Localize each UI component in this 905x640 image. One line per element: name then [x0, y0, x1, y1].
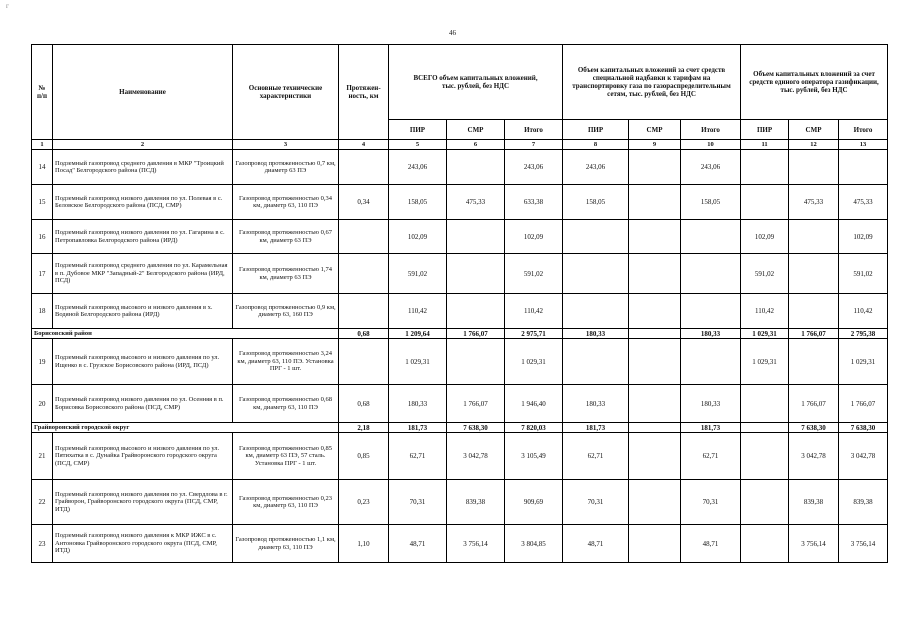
object-name: Подземный газопровод низкого давления к МКР ИЖС в с. Антоновка Грайворонского городского округа (ПСД, СМР, ИТД): [53, 525, 233, 563]
value-cell: 48,71: [681, 525, 741, 563]
value-cell: 48,71: [563, 525, 629, 563]
value-cell: [563, 294, 629, 329]
value-cell: [789, 339, 839, 385]
value-cell: [741, 423, 789, 433]
value-cell: 243,06: [505, 150, 563, 185]
column-index: 2: [53, 140, 233, 150]
row-number: 19: [32, 339, 53, 385]
column-index: 6: [447, 140, 505, 150]
value-cell: [629, 339, 681, 385]
value-cell: [629, 385, 681, 423]
value-cell: [789, 150, 839, 185]
value-cell: [629, 329, 681, 339]
object-name: Подземный газопровод высокого и низкого давления по ул. Ищенко в с. Грузское Борисовского района (ИРД, ПСД): [53, 339, 233, 385]
header-operator-group: Объем капитальных вложений за счет средств единого оператора газификации, тыс. рублей, без НДС: [741, 45, 888, 120]
value-cell: 3 756,14: [447, 525, 505, 563]
length-cell: [339, 150, 389, 185]
value-cell: [563, 254, 629, 294]
section-title: Борисовский район: [32, 329, 339, 339]
value-cell: [629, 433, 681, 480]
column-index: 8: [563, 140, 629, 150]
value-cell: 110,42: [839, 294, 888, 329]
value-cell: 180,33: [681, 329, 741, 339]
column-index: 1: [32, 140, 53, 150]
value-cell: 3 042,78: [447, 433, 505, 480]
value-cell: 7 820,03: [505, 423, 563, 433]
value-cell: [681, 254, 741, 294]
value-cell: 2 975,71: [505, 329, 563, 339]
value-cell: 70,31: [563, 480, 629, 525]
value-cell: [629, 294, 681, 329]
value-cell: [741, 150, 789, 185]
value-cell: 243,06: [681, 150, 741, 185]
value-cell: [741, 433, 789, 480]
technical-characteristics: Газопровод протяженностью 0,68 км, диаметр 63, 110 ПЭ: [233, 385, 339, 423]
value-cell: 62,71: [681, 433, 741, 480]
row-number: 16: [32, 220, 53, 254]
value-cell: [563, 220, 629, 254]
value-cell: [789, 220, 839, 254]
value-cell: 3 105,49: [505, 433, 563, 480]
table-row: [32, 480, 888, 525]
value-cell: 591,02: [505, 254, 563, 294]
value-cell: 102,09: [839, 220, 888, 254]
value-cell: 158,05: [389, 185, 447, 220]
technical-characteristics: Газопровод протяженностью 1,1 км, диаметр 63, 110 ПЭ: [233, 525, 339, 563]
value-cell: 62,71: [563, 433, 629, 480]
value-cell: 243,06: [563, 150, 629, 185]
value-cell: 1 946,40: [505, 385, 563, 423]
value-cell: 3 756,14: [789, 525, 839, 563]
section-row: [32, 423, 888, 433]
table-row: [32, 294, 888, 329]
table-row: [32, 525, 888, 563]
length-cell: 1,10: [339, 525, 389, 563]
table-row: [32, 220, 888, 254]
value-cell: 102,09: [389, 220, 447, 254]
technical-characteristics: Газопровод протяженностью 0,67 км, диаметр 63 ПЭ: [233, 220, 339, 254]
value-cell: 591,02: [839, 254, 888, 294]
column-index: 7: [505, 140, 563, 150]
object-name: Подземный газопровод низкого давления по ул. Полевая в с. Беловское Белгородского района (ПСД, СМР): [53, 185, 233, 220]
table-row: [32, 339, 888, 385]
table-row: [32, 385, 888, 423]
row-number: 22: [32, 480, 53, 525]
header-pir: ПИР: [389, 120, 447, 140]
value-cell: [681, 294, 741, 329]
header-smr: СМР: [789, 120, 839, 140]
value-cell: 181,73: [389, 423, 447, 433]
value-cell: [839, 150, 888, 185]
value-cell: 2 795,38: [839, 329, 888, 339]
row-number: 23: [32, 525, 53, 563]
value-cell: 3 804,85: [505, 525, 563, 563]
value-cell: [681, 220, 741, 254]
value-cell: [629, 480, 681, 525]
value-cell: [447, 220, 505, 254]
column-index: 10: [681, 140, 741, 150]
table-row: [32, 433, 888, 480]
section-row: [32, 329, 888, 339]
value-cell: [789, 254, 839, 294]
value-cell: 3 756,14: [839, 525, 888, 563]
technical-characteristics: Газопровод протяженностью 0,9 км, диаметр 63, 160 ПЭ: [233, 294, 339, 329]
value-cell: [741, 385, 789, 423]
row-number: 14: [32, 150, 53, 185]
length-cell: 0,85: [339, 433, 389, 480]
value-cell: 909,69: [505, 480, 563, 525]
value-cell: 1 029,31: [839, 339, 888, 385]
value-cell: 1 029,31: [505, 339, 563, 385]
header-length: Протяжен-ность, км: [339, 45, 389, 140]
value-cell: 180,33: [681, 385, 741, 423]
technical-characteristics: Газопровод протяженностью 0,7 км, диаметр 63 ПЭ: [233, 150, 339, 185]
table-row: [32, 254, 888, 294]
technical-characteristics: Газопровод протяженностью 3,24 км, диаметр 63, 110 ПЭ. Установка ПРГ - 1 шт.: [233, 339, 339, 385]
row-number: 20: [32, 385, 53, 423]
corner-mark: г: [6, 2, 9, 10]
value-cell: [629, 254, 681, 294]
value-cell: [629, 423, 681, 433]
value-cell: [447, 150, 505, 185]
length-cell: [339, 254, 389, 294]
header-characteristics: Основные технические характеристики: [233, 45, 339, 140]
value-cell: [629, 185, 681, 220]
value-cell: 1 766,07: [839, 385, 888, 423]
value-cell: 475,33: [789, 185, 839, 220]
object-name: Подземный газопровод высокого и низкого давления в х. Водяной Белгородского района (ИРД): [53, 294, 233, 329]
row-number: 17: [32, 254, 53, 294]
value-cell: [741, 480, 789, 525]
column-index: 9: [629, 140, 681, 150]
value-cell: [447, 339, 505, 385]
header-pir: ПИР: [563, 120, 629, 140]
value-cell: 102,09: [505, 220, 563, 254]
value-cell: 243,06: [389, 150, 447, 185]
object-name: Подземный газопровод низкого давления по ул. Свердлова в г. Грайворон, Грайворонского городского округа (ПСД, СМР, ИТД): [53, 480, 233, 525]
value-cell: 181,73: [681, 423, 741, 433]
object-name: Подземный газопровод низкого давления по ул. Осенняя в п. Борисовка Борисовского района (ПСД, СМР): [53, 385, 233, 423]
header-special-group: Объем капитальных вложений за счет средств специальной надбавки к тарифам на транспортировку газа по газораспределительным сетям, тыс. рублей, без НДС: [563, 45, 741, 120]
header-num: № п/п: [32, 45, 53, 140]
column-index: 5: [389, 140, 447, 150]
column-index-row: [32, 140, 888, 150]
value-cell: 1 029,31: [741, 339, 789, 385]
object-name: Подземный газопровод высокого и низкого давления по ул. Пятихатка в с. Дунайка Грайворонского городского округа (ПСД, СМР): [53, 433, 233, 480]
value-cell: 475,33: [447, 185, 505, 220]
value-cell: 180,33: [563, 329, 629, 339]
value-cell: 7 638,30: [789, 423, 839, 433]
length-cell: 0,34: [339, 185, 389, 220]
value-cell: 48,71: [389, 525, 447, 563]
value-cell: 110,42: [741, 294, 789, 329]
value-cell: 70,31: [681, 480, 741, 525]
header-smr: СМР: [629, 120, 681, 140]
object-name: Подземный газопровод низкого давления по ул. Гагарина в с. Петропавловка Белгородского района (ИРД): [53, 220, 233, 254]
column-index: 11: [741, 140, 789, 150]
value-cell: 591,02: [389, 254, 447, 294]
length-cell: 2,18: [339, 423, 389, 433]
value-cell: [741, 185, 789, 220]
value-cell: 1 029,31: [389, 339, 447, 385]
value-cell: 1 209,64: [389, 329, 447, 339]
value-cell: 158,05: [563, 185, 629, 220]
length-cell: 0,23: [339, 480, 389, 525]
value-cell: 3 042,78: [789, 433, 839, 480]
value-cell: 475,33: [839, 185, 888, 220]
column-index: 12: [789, 140, 839, 150]
value-cell: [629, 220, 681, 254]
value-cell: [629, 525, 681, 563]
value-cell: 102,09: [741, 220, 789, 254]
header-itogo: Итого: [681, 120, 741, 140]
value-cell: 70,31: [389, 480, 447, 525]
value-cell: 1 029,31: [741, 329, 789, 339]
column-index: 13: [839, 140, 888, 150]
header-smr: СМР: [447, 120, 505, 140]
value-cell: 839,38: [789, 480, 839, 525]
header-pir: ПИР: [741, 120, 789, 140]
page-number: 46: [449, 29, 456, 37]
object-name: Подземный газопровод среднего давления в МКР "Троицкий Посад" Белгородского района (ПСД): [53, 150, 233, 185]
value-cell: [563, 339, 629, 385]
value-cell: 7 638,30: [447, 423, 505, 433]
section-title: Грайворонский городской округ: [32, 423, 339, 433]
investment-table: [31, 44, 888, 563]
value-cell: [789, 294, 839, 329]
header-itogo: Итого: [505, 120, 563, 140]
value-cell: 591,02: [741, 254, 789, 294]
technical-characteristics: Газопровод протяженностью 0,85 км, диаметр 63 ПЭ, 57 сталь. Установка ПРГ - 1 шт.: [233, 433, 339, 480]
value-cell: 1 766,07: [789, 329, 839, 339]
row-number: 21: [32, 433, 53, 480]
value-cell: 110,42: [389, 294, 447, 329]
value-cell: 158,05: [681, 185, 741, 220]
value-cell: 110,42: [505, 294, 563, 329]
technical-characteristics: Газопровод протяженностью 0,23 км, диаметр 63, 110 ПЭ: [233, 480, 339, 525]
value-cell: 1 766,07: [789, 385, 839, 423]
header-name: Наименование: [53, 45, 233, 140]
length-cell: 0,68: [339, 329, 389, 339]
table-row: [32, 185, 888, 220]
length-cell: [339, 339, 389, 385]
value-cell: 1 766,07: [447, 329, 505, 339]
value-cell: 633,38: [505, 185, 563, 220]
length-cell: [339, 220, 389, 254]
value-cell: [741, 525, 789, 563]
row-number: 15: [32, 185, 53, 220]
value-cell: 180,33: [389, 385, 447, 423]
column-index: 3: [233, 140, 339, 150]
value-cell: [629, 150, 681, 185]
value-cell: [681, 339, 741, 385]
column-index: 4: [339, 140, 389, 150]
technical-characteristics: Газопровод протяженностью 0,34 км, диаметр 63, 110 ПЭ: [233, 185, 339, 220]
value-cell: 62,71: [389, 433, 447, 480]
object-name: Подземный газопровод среднего давления по ул. Карамельная в п. Дубовое МКР "Западный-2" Белгородского района (ИРД, ПСД): [53, 254, 233, 294]
value-cell: 839,38: [839, 480, 888, 525]
value-cell: 1 766,07: [447, 385, 505, 423]
value-cell: 839,38: [447, 480, 505, 525]
value-cell: [447, 254, 505, 294]
value-cell: [447, 294, 505, 329]
technical-characteristics: Газопровод протяженностью 1,74 км, диаметр 63 ПЭ: [233, 254, 339, 294]
value-cell: 3 042,78: [839, 433, 888, 480]
value-cell: 180,33: [563, 385, 629, 423]
length-cell: [339, 294, 389, 329]
header-total-group: ВСЕГО объем капитальных вложений, тыс. рублей, без НДС: [389, 45, 563, 120]
length-cell: 0,68: [339, 385, 389, 423]
value-cell: 7 638,30: [839, 423, 888, 433]
value-cell: 181,73: [563, 423, 629, 433]
row-number: 18: [32, 294, 53, 329]
table-row: [32, 150, 888, 185]
header-itogo: Итого: [839, 120, 888, 140]
